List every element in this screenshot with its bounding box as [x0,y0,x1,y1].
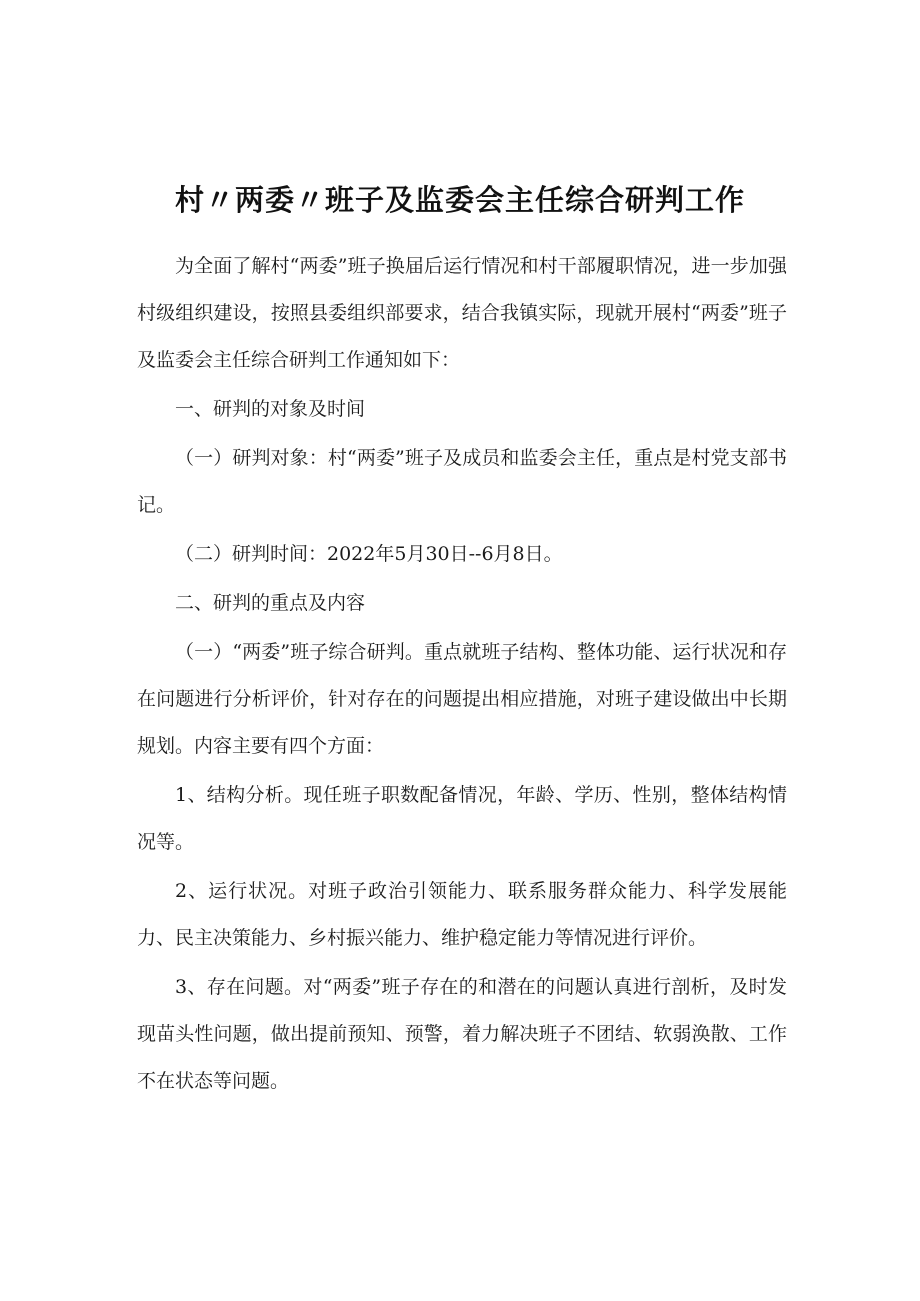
paragraph-research-time: （二）研判时间：2022年5月30日--6月8日。 [175,543,563,565]
document-title: 村〃两委〃班子及监委会主任综合研判工作 [174,183,745,217]
paragraph-team-assessment: （一）“两委”班子综合研判。重点就班子结构、整体功能、运行状况和存在问题进行分析评价，针对存在的问题提出相应措施，对班子建设做出中长期规划。内容主要有四个方面： [137,641,787,757]
document-body [137,243,787,1105]
paragraph-research-objects: （一）研判对象：村“两委”班子及成员和监委会主任，重点是村党支部书记。 [137,447,787,516]
section-heading-focus-content: 二、研判的重点及内容 [175,592,366,614]
paragraph-existing-problems: 3、存在问题。对“两委”班子存在的和潜在的问题认真进行剖析，及时发现苗头性问题，做出提前预知、预警，着力解决班子不团结、软弱涣散、工作不在状态等问题。 [137,976,787,1092]
section-heading-objects-time: 一、研判的对象及时间 [175,398,366,420]
paragraph-structure-analysis: 1、结构分析。现任班子职数配备情况，年龄、学历、性别，整体结构情况等。 [137,784,787,853]
paragraph-operation-status: 2、运行状况。对班子政治引领能力、联系服务群众能力、科学发展能力、民主决策能力、乡村振兴能力、维护稳定能力等情况进行评价。 [137,880,787,949]
intro-paragraph: 为全面了解村“两委”班子换届后运行情况和村干部履职情况，进一步加强村级组织建设，按照县委组织部要求，结合我镇实际，现就开展村“两委”班子及监委会主任综合研判工作通知如下： [137,255,787,371]
